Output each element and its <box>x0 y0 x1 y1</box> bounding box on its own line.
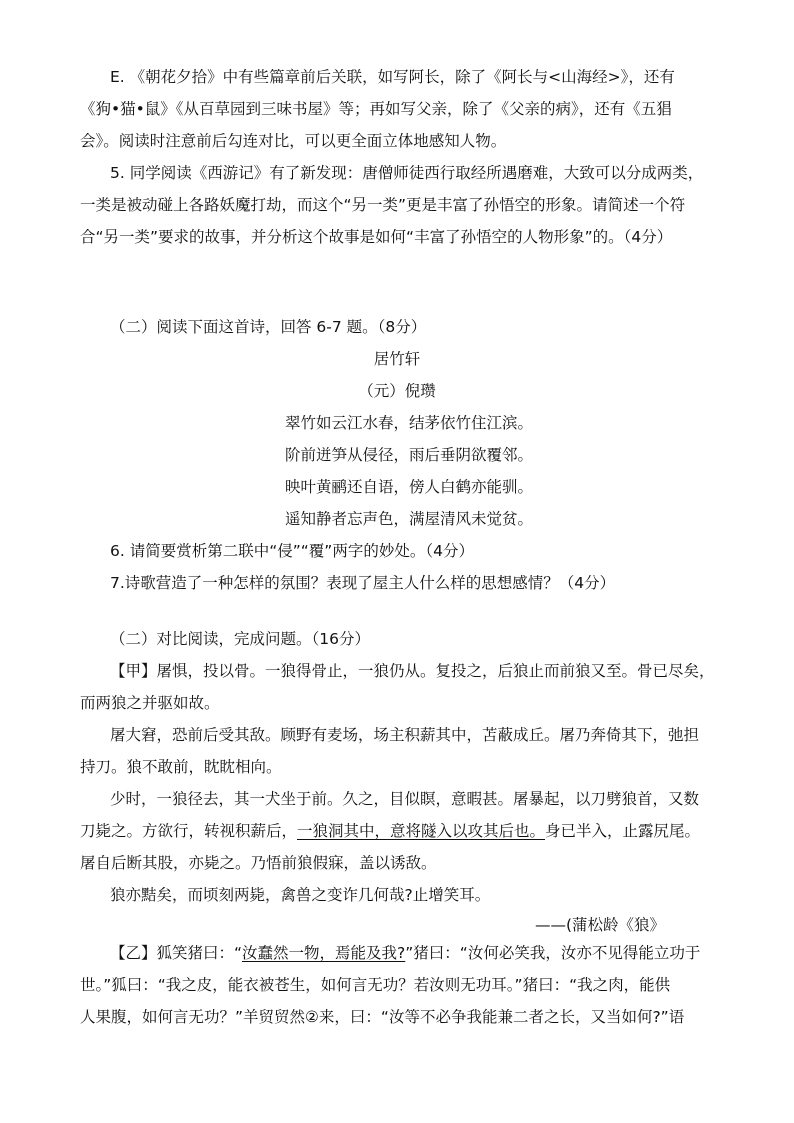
jia-source: ——(蒲松龄《狼》 <box>535 916 666 934</box>
yi-line-1 <box>110 943 700 963</box>
question-7: 7.诗歌营造了一种怎样的氛围？表现了屋主人什么样的思想感情？（4分） <box>110 574 616 592</box>
question-6: 6. 请简要赏析第二联中“侵”“覆”两字的妙处。（4分） <box>110 542 474 560</box>
jia-p3-line-1: 少时，一狼径去，其一犬坐于前。久之，目似瞑，意暇甚。屠暴起，以刀劈狼首，又数 <box>110 790 700 808</box>
item-e-line-3: 会》。阅读时注意前后勾连对比，可以更全面立体地感知人物。 <box>80 132 507 150</box>
question-5-line-3: 合“另一类”要求的故事，并分析这个故事是如何“丰富了孙悟空的人物形象”的。（4分） <box>80 228 673 246</box>
jia-underlined-sentence: 一狼洞其中，意将隧入以攻其后也。 <box>297 822 546 840</box>
poem-author: （元）倪瓒 <box>358 382 436 400</box>
yi-line-3: 人果腹，如何言无功？”羊贸贸然②来，曰：“汝等不必争我能兼二者之长，又当如何?”语 <box>80 1008 685 1026</box>
jia-p3-line-2 <box>80 821 700 841</box>
jia-p2-line-1: 屠大窘，恐前后受其敌。顾野有麦场，场主积薪其中，苫蔽成丘。屠乃奔倚其下，弛担 <box>110 726 700 744</box>
poem-section-heading: （二）阅读下面这首诗，回答 6-7 题。（8分） <box>110 318 427 336</box>
yi-line-1-start: 【乙】狐笑猪曰：“ <box>110 944 243 962</box>
jia-p3-line-2-start: 刀毙之。方欲行，转视积薪后， <box>80 822 298 840</box>
jia-p3-line-2-end: 身已半入，止露尻尾。 <box>545 822 701 840</box>
question-5-line-1: 5. 同学阅读《西游记》有了新发现：唐僧师徒西行取经所遇磨难，大致可以分成两类， <box>110 164 704 182</box>
poem-line-4: 遥知静者忘声色，满屋清风未觉贫。 <box>285 510 534 528</box>
item-e-line-2: 《狗•猫•鼠》《从百草园到三味书屋》等；再如写父亲，除了《父亲的病》，还有《五猖 <box>80 100 672 118</box>
jia-p3-line-3: 屠自后断其股，亦毙之。乃悟前狼假寐，盖以诱敌。 <box>80 854 437 872</box>
jia-p1-line-1: 【甲】屠惧，投以骨。一狼得骨止，一狼仍从。复投之，后狼止而前狼又至。骨已尽矣， <box>110 662 715 680</box>
jia-p2-line-2: 持刀。狼不敢前，眈眈相向。 <box>80 758 282 776</box>
yi-line-1-end: ”猪曰：“汝何必笑我，汝亦不见得能立功于 <box>405 944 701 962</box>
yi-underlined-sentence: 汝蠢然一物，焉能及我? <box>242 944 406 962</box>
poem-title: 居竹轩 <box>373 350 421 368</box>
jia-p4: 狼亦黠矣，而顷刻两毙，禽兽之变诈几何哉?止增笑耳。 <box>110 886 491 904</box>
poem-line-2: 阶前迸笋从侵径，雨后垂阴欲覆邻。 <box>285 446 534 464</box>
poem-line-3: 映叶黄鹂还自语，傍人白鹤亦能驯。 <box>285 478 534 496</box>
question-5-line-2: 一类是被动碰上各路妖魔打劫，而这个“另一类”更是丰富了孙悟空的形象。请简述一个符 <box>80 196 686 214</box>
yi-line-2: 世。”狐曰：“我之皮，能衣被苍生，如何言无功？若汝则无功耳。”猪曰：“我之肉，能供 <box>80 976 671 994</box>
poem-line-1: 翠竹如云江水春，结茅依竹住江滨。 <box>285 414 534 432</box>
jia-p1-line-2: 而两狼之并驱如故。 <box>80 694 220 712</box>
item-e-line-1: E. 《朝花夕拾》中有些篇章前后关联，如写阿长，除了《阿长与<山海经>》，还有 <box>110 68 675 86</box>
compare-section-heading: （二）对比阅读，完成问题。（16分） <box>110 630 370 648</box>
